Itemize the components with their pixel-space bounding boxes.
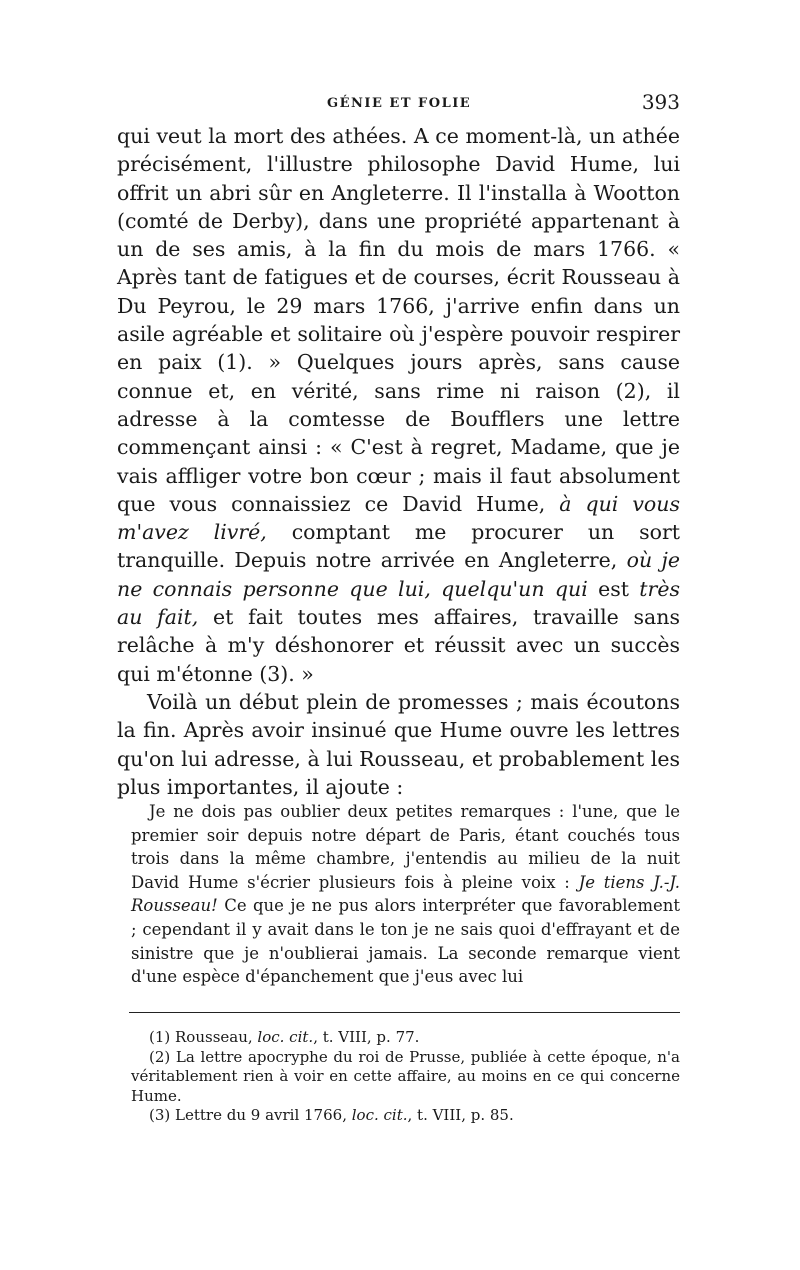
- page-number: 393: [641, 90, 680, 114]
- paragraph-1: qui veut la mort des athées. A ce moment-là, un athée précisément, l'illustre philosophe David Hume, lui offrit un abri sûr en Angleterre. Il l'installa à Wootton (comté de Derby), dans une propriété appartenant à un de ses amis, à la fin du mois de mars 1766. « Après tant de fatigues et de courses, écrit Rousseau à Du Peyrou, le 29 mars 1766, j'arrive enfin dans un asile agréable et solitaire où j'espère pouvoir respirer en paix (1). » Quelques jours après, sans cause connue et, en vérité, sans rime ni raison (2), il adresse à la comtesse de Boufflers une lettre commençant ainsi : « C'est à regret, Madame, que je vais affliger votre bon cœur ; mais il faut absolument que vous connaissiez ce David Hume, à qui vous m'avez livré, comptant me procurer un sort tranquille. Depuis notre arrivée en Angleterre, où je ne connais personne que lui, quelqu'un qui est très au fait, et fait toutes mes affaires, travaille sans relâche à m'y déshonorer et réussit avec un succès qui m'étonne (3). »: [117, 124, 680, 686]
- footnote-2: (2) La lettre apocryphe du roi de Prusse, publiée à cette époque, n'a véritablement rien à voir en cette affaire, au moins en ce qui concerne Hume.: [131, 1047, 680, 1105]
- footnotes: [131, 1028, 680, 1126]
- footnote-divider: [129, 1012, 680, 1013]
- footnote-1: (1) Rousseau, loc. cit., t. VIII, p. 77.: [149, 1028, 420, 1046]
- footnote-3: (3) Lettre du 9 avril 1766, loc. cit., t. VIII, p. 85.: [149, 1106, 514, 1124]
- paragraph-2: Voilà un début plein de promesses ; mais écoutons la fin. Après avoir insinué que Hume ouvre les lettres qu'on lui adresse, à lui Rousseau, et probablement les plus importantes, il ajoute :: [117, 689, 680, 799]
- page-header: [117, 90, 680, 120]
- body-text: [117, 122, 680, 801]
- running-head: GÉNIE ET FOLIE: [327, 96, 472, 111]
- block-quote: Je ne dois pas oublier deux petites remarques : l'une, que le premier soir depuis notre départ de Paris, étant couchés tous trois dans la même chambre, j'entendis au milieu de la nuit David Hume s'écrier plusieurs fois à pleine voix : Je tiens J.-J. Rousseau! Ce que je ne pus alors interpréter que favorablement ; cependant il y avait dans le ton je ne sais quoi d'effrayant et de sinistre que je n'oublierai jamais. La seconde remarque vient d'une espèce d'épanchement que j'eus avec lui: [131, 802, 680, 987]
